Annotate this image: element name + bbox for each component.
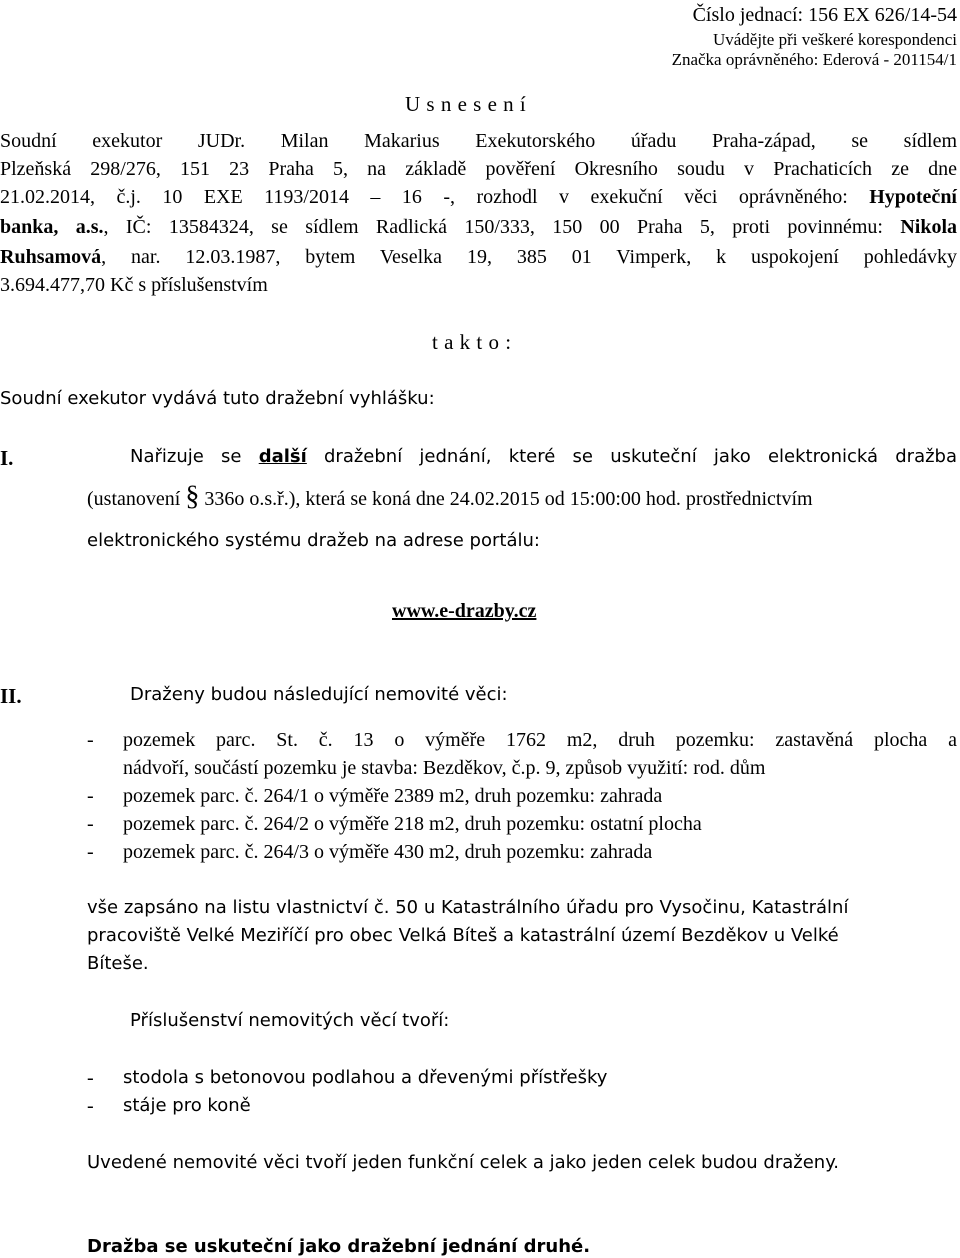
takto-heading: t a k t o : bbox=[432, 330, 512, 354]
document-title: U s n e s e n í bbox=[405, 92, 527, 116]
debtor-first-name: Nikola bbox=[900, 216, 958, 238]
intro-line-4 bbox=[0, 216, 957, 239]
correspondence-note: Uvádějte při veškeré korespondenci bbox=[712, 30, 957, 49]
intro-line-5 bbox=[0, 246, 957, 269]
unit-statement: Uvedené nemovité věci tvoří jeden funkční celek a jako jeden celek budou draženy. bbox=[87, 1152, 840, 1173]
intro-line-5-text: , nar. 12.03.1987, bytem Veselka 19, 385 01 Vimperk, k uspokojení pohledávky bbox=[101, 246, 957, 268]
accessories-heading: Příslušenství nemovitých věcí tvoří: bbox=[130, 1010, 450, 1031]
section-1-text-a: Nařizuje se bbox=[130, 446, 259, 467]
authorized-mark: Značka oprávněného: Ederová - 201154/1 bbox=[671, 50, 957, 69]
auction-date-text: 336o o.s.ř.), která se koná dne 24.02.2015 od 15:00:00 hod. prostřednictvím bbox=[199, 488, 813, 510]
list-bullet: - bbox=[87, 1067, 94, 1089]
accessory-item-2: stáje pro koně bbox=[123, 1095, 251, 1116]
section-1-line-1 bbox=[130, 446, 957, 467]
creditor-name-cont: banka, a.s. bbox=[0, 216, 104, 238]
auction-round-statement: Dražba se uskuteční jako dražební jednání druhé. bbox=[87, 1236, 591, 1257]
issues-line: Soudní exekutor vydává tuto dražební vyhlášku: bbox=[0, 388, 435, 409]
list-bullet: - bbox=[87, 785, 94, 807]
list-bullet: - bbox=[87, 729, 94, 751]
list-bullet: - bbox=[87, 813, 94, 835]
intro-line-2: Plzeňská 298/276, 151 23 Praha 5, na základě pověření Okresního soudu v Prachaticích ze dne bbox=[0, 158, 957, 180]
list-item-1-line-2: nádvoří, součástí pozemku je stavba: Bezděkov, č.p. 9, způsob využití: rod. dům bbox=[123, 757, 766, 779]
registry-line-3: Bíteše. bbox=[87, 953, 149, 974]
further-underlined: další bbox=[258, 446, 307, 467]
list-bullet: - bbox=[87, 841, 94, 863]
list-item-3: pozemek parc. č. 264/2 o výměře 218 m2, druh pozemku: ostatní plocha bbox=[123, 813, 702, 835]
section-1-numeral: I. bbox=[0, 446, 14, 470]
debtor-surname: Ruhsamová bbox=[0, 246, 102, 268]
section-1-line-3: elektronického systému dražeb na adrese portálu: bbox=[87, 530, 540, 551]
section-1-line-2 bbox=[87, 481, 813, 512]
intro-line-4-text: , IČ: 13584324, se sídlem Radlická 150/333, 150 00 Praha 5, proti povinnému: bbox=[103, 216, 901, 238]
section-2-numeral: II. bbox=[0, 684, 22, 708]
intro-line-3 bbox=[0, 186, 957, 209]
list-item-1-line-1: pozemek parc. St. č. 13 o výměře 1762 m2, druh pozemku: zastavěná plocha a bbox=[123, 729, 957, 751]
section-2-heading: Draženy budou následující nemovité věci: bbox=[130, 684, 508, 705]
intro-line-3-text: 21.02.2014, č.j. 10 EXE 1193/2014 – 16 -, rozhodl v exekuční věci oprávněného: bbox=[0, 186, 870, 208]
paragraph-symbol-icon: § bbox=[185, 481, 200, 512]
intro-line-1: Soudní exekutor JUDr. Milan Makarius Exekutorského úřadu Praha-západ, se sídlem bbox=[0, 130, 957, 152]
registry-line-1: vše zapsáno na listu vlastnictví č. 50 u Katastrálního úřadu pro Vysočinu, Katastrální bbox=[87, 897, 849, 918]
claim-amount: 3.694.477,70 Kč s příslušenstvím bbox=[0, 274, 268, 296]
list-item-2: pozemek parc. č. 264/1 o výměře 2389 m2, druh pozemku: zahrada bbox=[123, 785, 663, 807]
portal-url-link[interactable]: www.e-drazby.cz bbox=[392, 600, 537, 622]
section-1-text-b: dražební jednání, které se uskuteční jako elektronická dražba bbox=[306, 446, 957, 467]
accessory-item-1: stodola s betonovou podlahou a dřevenými přístřešky bbox=[123, 1067, 608, 1088]
list-bullet: - bbox=[87, 1095, 94, 1117]
provision-text: (ustanovení bbox=[87, 488, 186, 510]
case-number: Číslo jednací: 156 EX 626/14-54 bbox=[692, 4, 957, 26]
creditor-name: Hypoteční bbox=[869, 186, 957, 208]
list-item-4: pozemek parc. č. 264/3 o výměře 430 m2, druh pozemku: zahrada bbox=[123, 841, 653, 863]
registry-line-2: pracoviště Velké Meziříčí pro obec Velká Bíteš a katastrální území Bezděkov u Velké bbox=[87, 925, 839, 946]
